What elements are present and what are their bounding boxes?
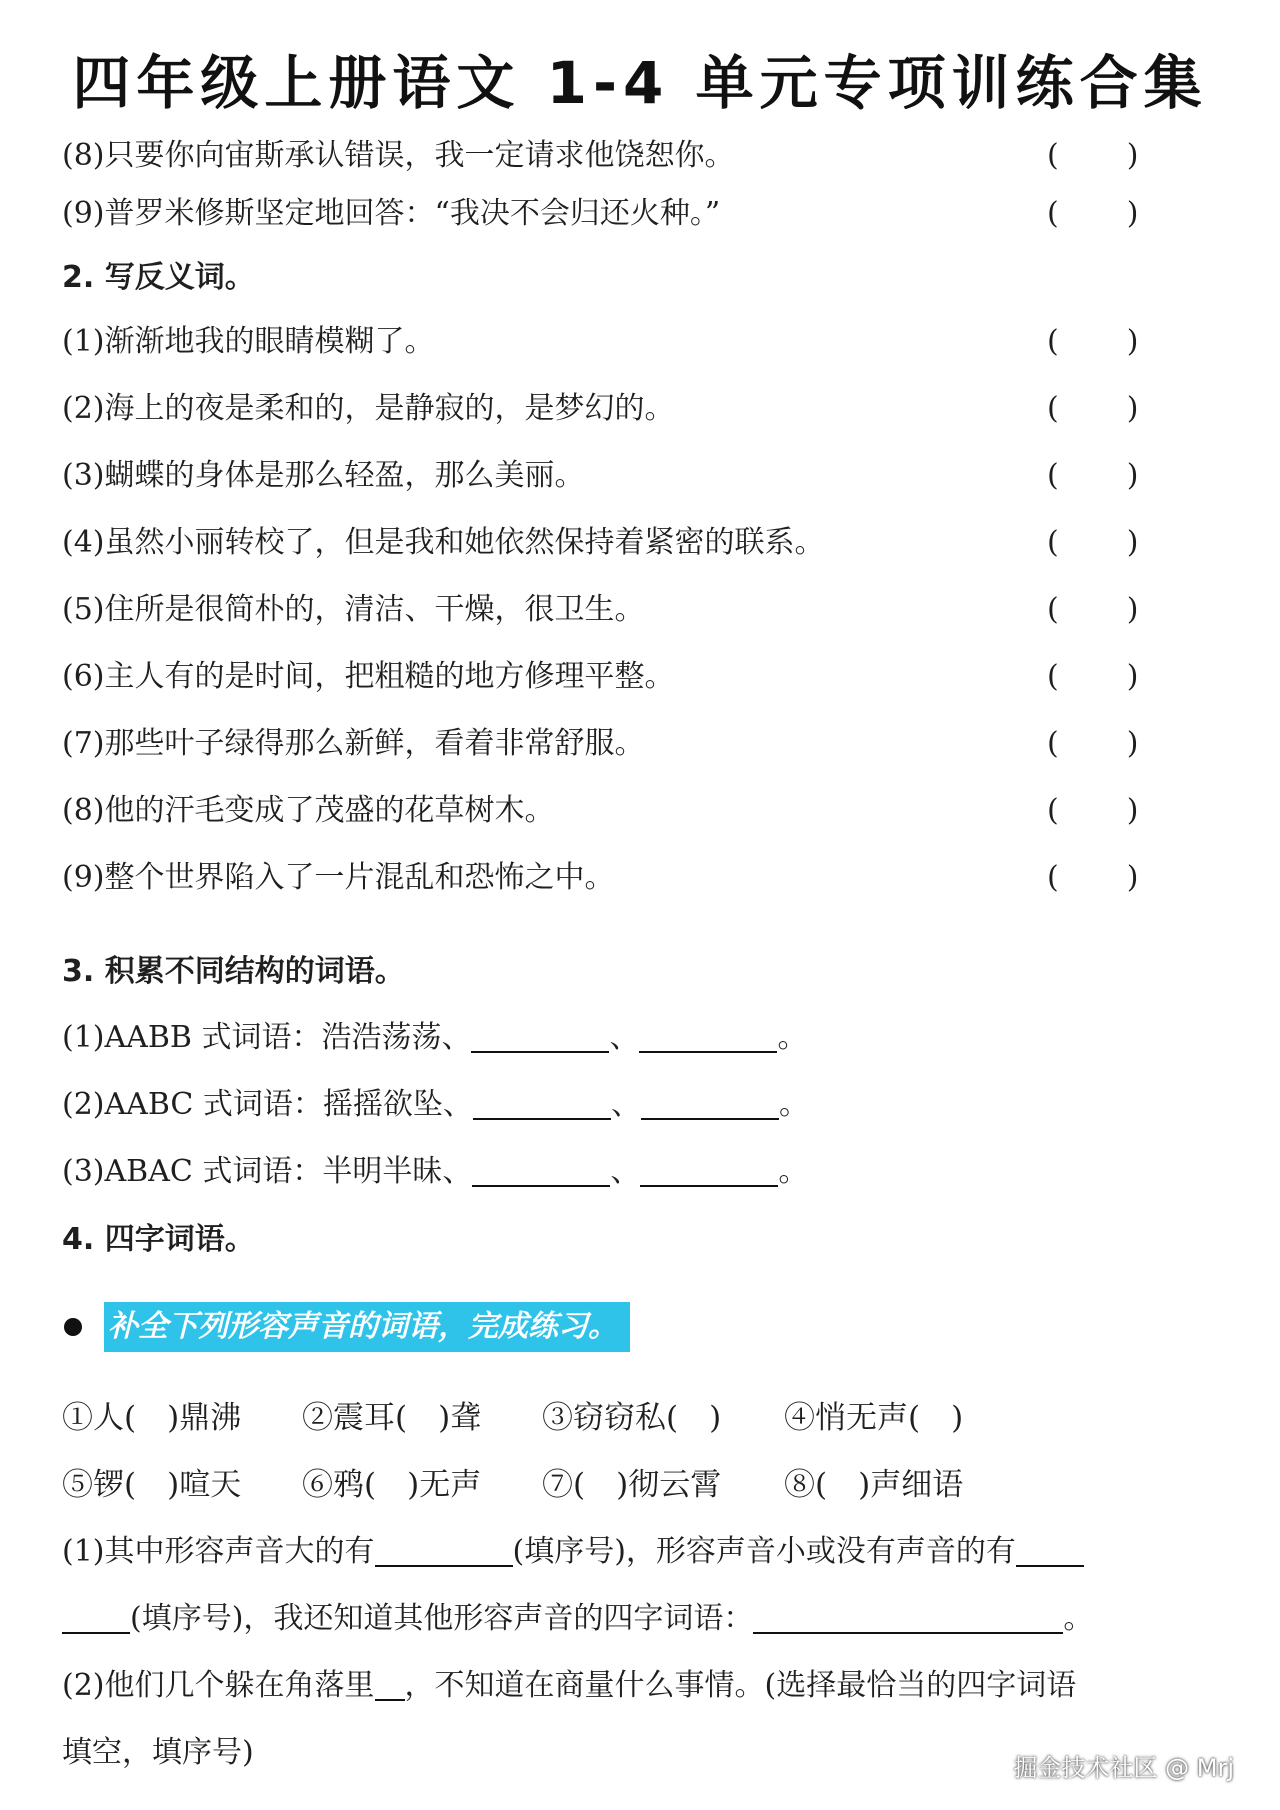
page-title: 四年级上册语文 1-4 单元专项训练合集 bbox=[72, 49, 1208, 117]
section-heading-3: 3. 积累不同结构的词语。 bbox=[62, 954, 405, 989]
item-number: (2) bbox=[62, 391, 105, 426]
answer-blank[interactable] bbox=[472, 1155, 610, 1187]
section-heading-2: 2. 写反义词。 bbox=[62, 260, 255, 295]
highlight-instruction: 补全下列形容声音的词语，完成练习。 bbox=[104, 1302, 630, 1352]
answer-paren[interactable]: ( ) bbox=[1047, 391, 1139, 426]
answer-paren[interactable]: ( ) bbox=[1047, 138, 1139, 173]
list-item bbox=[62, 724, 1222, 764]
item-label: AABC 式词语：摇摇欲坠、 bbox=[104, 1087, 473, 1122]
item-number: (1) bbox=[62, 324, 105, 359]
item-number: (2) bbox=[62, 1087, 105, 1122]
answer-blank[interactable] bbox=[375, 1669, 405, 1701]
question-2-line-1 bbox=[62, 1666, 1222, 1706]
item-text: 虽然小丽转校了，但是我和她依然保持着紧密的联系。 bbox=[104, 525, 825, 560]
item-label: ABAC 式词语：半明半昧、 bbox=[104, 1154, 473, 1189]
item-number: (9) bbox=[62, 196, 105, 231]
answer-paren[interactable]: ( ) bbox=[1047, 659, 1139, 694]
word-item[interactable]: ⑤锣( )喧天 bbox=[62, 1467, 242, 1503]
question-text: (1)其中形容声音大的有 bbox=[62, 1534, 375, 1569]
answer-paren[interactable]: ( ) bbox=[1047, 793, 1139, 828]
item-text: 渐渐地我的眼睛模糊了。 bbox=[104, 324, 435, 359]
list-item bbox=[62, 523, 1222, 563]
answer-blank[interactable] bbox=[641, 1088, 779, 1120]
list-item bbox=[62, 322, 1222, 362]
list-item bbox=[62, 1085, 1222, 1125]
separator: 、 bbox=[609, 1020, 640, 1055]
list-item bbox=[62, 858, 1222, 898]
list-item bbox=[62, 1018, 1222, 1058]
list-item bbox=[62, 194, 1222, 234]
answer-paren[interactable]: ( ) bbox=[1047, 525, 1139, 560]
period: 。 bbox=[778, 1087, 809, 1122]
word-item[interactable]: ①人( )鼎沸 bbox=[62, 1400, 242, 1436]
word-row-1 bbox=[62, 1398, 1162, 1438]
separator: 、 bbox=[610, 1087, 641, 1122]
item-number: (7) bbox=[62, 726, 105, 761]
answer-blank[interactable] bbox=[473, 1088, 611, 1120]
answer-blank[interactable] bbox=[639, 1021, 777, 1053]
bullet-icon bbox=[64, 1318, 82, 1336]
item-number: (4) bbox=[62, 525, 105, 560]
item-number: (3) bbox=[62, 1154, 105, 1189]
question-text: (填序号)，我还知道其他形容声音的四字词语： bbox=[130, 1601, 754, 1636]
period: 。 bbox=[1063, 1601, 1094, 1636]
answer-blank[interactable] bbox=[1016, 1535, 1084, 1567]
question-text: (填序号)，形容声音小或没有声音的有 bbox=[512, 1534, 1016, 1569]
word-item[interactable]: ⑧( )声细语 bbox=[784, 1467, 964, 1503]
separator: 、 bbox=[610, 1154, 641, 1189]
answer-paren[interactable]: ( ) bbox=[1047, 196, 1139, 231]
item-text: 住所是很简朴的，清洁、干燥，很卫生。 bbox=[104, 592, 645, 627]
answer-paren[interactable]: ( ) bbox=[1047, 592, 1139, 627]
list-item bbox=[62, 1152, 1222, 1192]
item-label: AABB 式词语：浩浩荡荡、 bbox=[104, 1020, 472, 1055]
word-row-2 bbox=[62, 1465, 1162, 1505]
answer-blank[interactable] bbox=[375, 1535, 513, 1567]
item-number: (8) bbox=[62, 138, 105, 173]
question-text: (2)他们几个躲在角落里 bbox=[62, 1668, 375, 1703]
item-text: 只要你向宙斯承认错误，我一定请求他饶恕你。 bbox=[104, 138, 735, 173]
item-number: (5) bbox=[62, 592, 105, 627]
question-text: 填空，填序号) bbox=[62, 1735, 254, 1770]
list-item bbox=[62, 791, 1222, 831]
item-number: (1) bbox=[62, 1020, 105, 1055]
answer-blank[interactable] bbox=[753, 1602, 1063, 1634]
answer-paren[interactable]: ( ) bbox=[1047, 324, 1139, 359]
answer-paren[interactable]: ( ) bbox=[1047, 860, 1139, 895]
list-item bbox=[62, 136, 1222, 176]
list-item bbox=[62, 590, 1222, 630]
period: 。 bbox=[778, 1154, 809, 1189]
answer-blank[interactable] bbox=[62, 1602, 130, 1634]
item-text: 主人有的是时间，把粗糙的地方修理平整。 bbox=[104, 659, 675, 694]
period: 。 bbox=[777, 1020, 808, 1055]
watermark: 掘金技术社区 @ Mrj bbox=[1013, 1754, 1234, 1782]
list-item bbox=[62, 456, 1222, 496]
word-item[interactable]: ④悄无声( ) bbox=[784, 1400, 964, 1436]
answer-blank[interactable] bbox=[640, 1155, 778, 1187]
answer-paren[interactable]: ( ) bbox=[1047, 726, 1139, 761]
section-heading-4: 4. 四字词语。 bbox=[62, 1222, 255, 1257]
word-item[interactable]: ⑥鸦( )无声 bbox=[302, 1467, 482, 1503]
item-text: 他的汗毛变成了茂盛的花草树木。 bbox=[104, 793, 555, 828]
item-number: (9) bbox=[62, 860, 105, 895]
item-number: (8) bbox=[62, 793, 105, 828]
question-1-line-1 bbox=[62, 1532, 1222, 1572]
list-item bbox=[62, 657, 1222, 697]
item-text: 那些叶子绿得那么新鲜，看着非常舒服。 bbox=[104, 726, 645, 761]
question-text: ，不知道在商量什么事情。(选择最恰当的四字词语 bbox=[404, 1668, 1077, 1703]
word-item[interactable]: ②震耳( )聋 bbox=[302, 1400, 482, 1436]
question-1-line-2 bbox=[62, 1599, 1222, 1639]
item-number: (6) bbox=[62, 659, 105, 694]
item-text: 海上的夜是柔和的，是静寂的，是梦幻的。 bbox=[104, 391, 675, 426]
list-item bbox=[62, 389, 1222, 429]
item-text: 整个世界陷入了一片混乱和恐怖之中。 bbox=[104, 860, 615, 895]
word-item[interactable]: ③窃窃私( ) bbox=[542, 1400, 722, 1436]
item-text: 蝴蝶的身体是那么轻盈，那么美丽。 bbox=[104, 458, 585, 493]
item-number: (3) bbox=[62, 458, 105, 493]
word-item[interactable]: ⑦( )彻云霄 bbox=[542, 1467, 722, 1503]
answer-blank[interactable] bbox=[471, 1021, 609, 1053]
answer-paren[interactable]: ( ) bbox=[1047, 458, 1139, 493]
item-text: 普罗米修斯坚定地回答：“我决不会归还火种。” bbox=[104, 196, 721, 231]
